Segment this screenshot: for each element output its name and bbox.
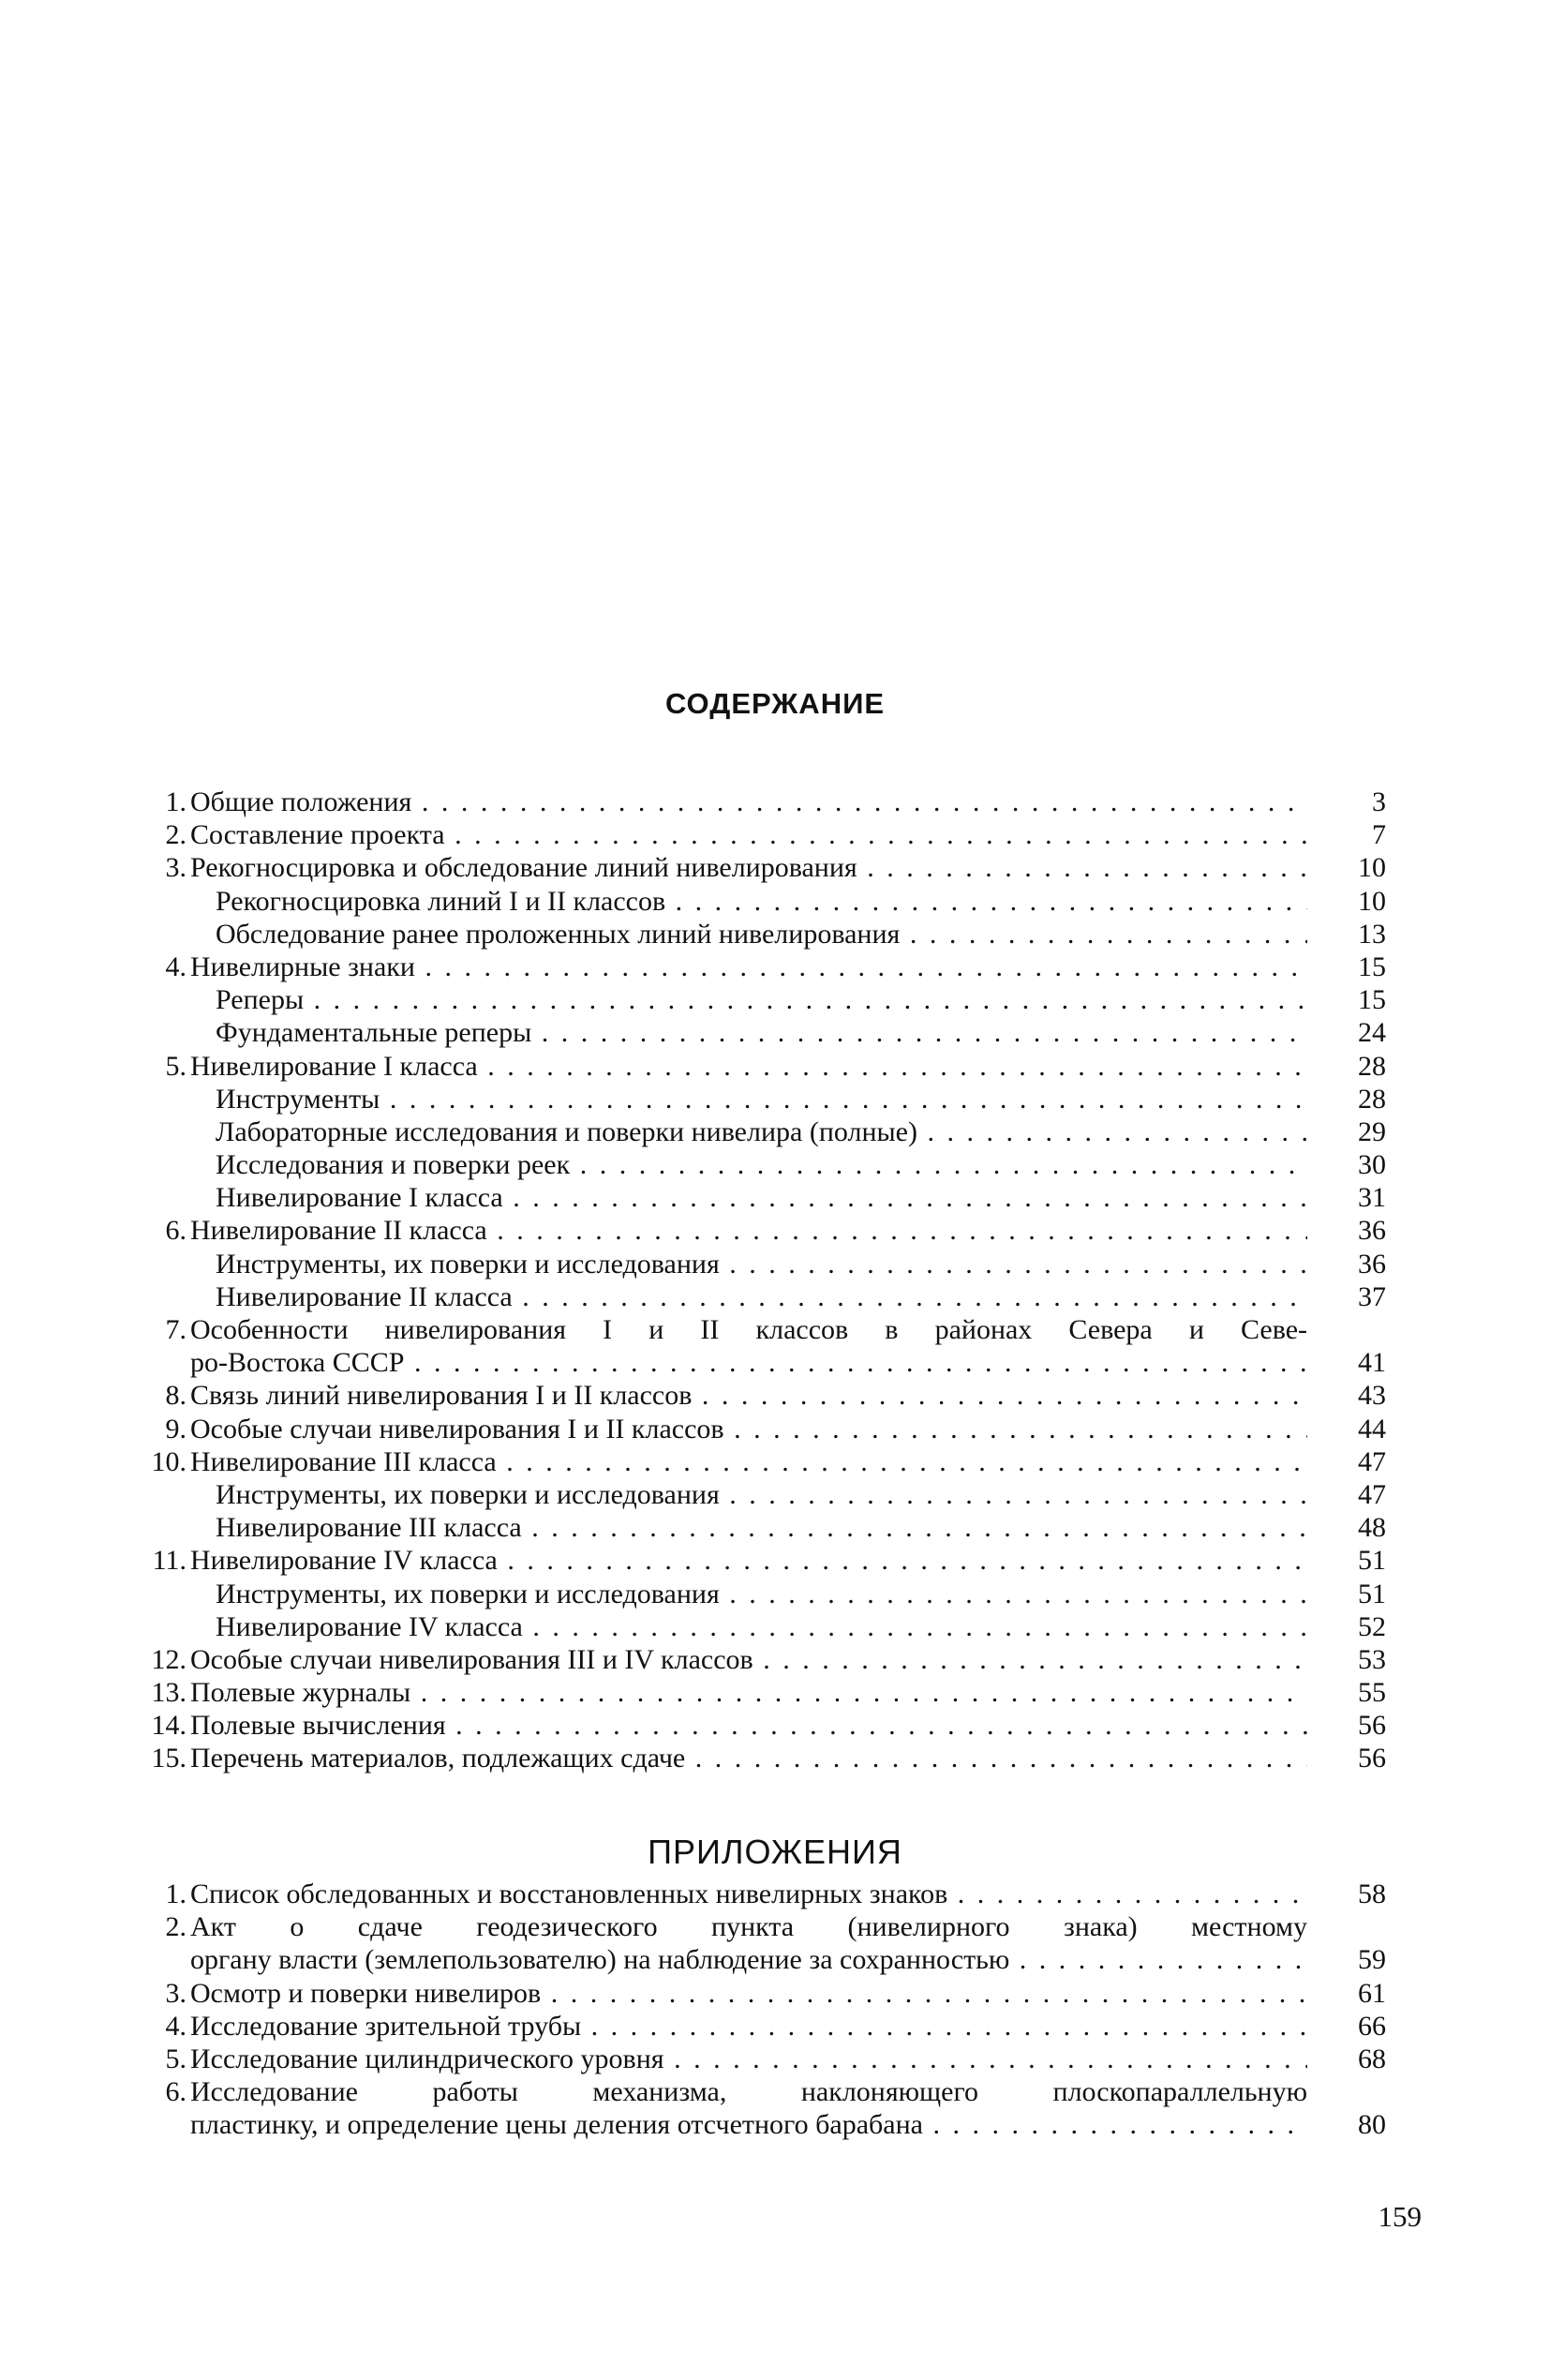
entry-title: Фундаментальные реперы . . . [216, 1016, 1307, 1049]
toc-entry [0, 1610, 1550, 1643]
entry-number: 9. [165, 1413, 186, 1444]
appendix-heading: ПРИЛОЖЕНИЯ [648, 1833, 902, 1871]
entry-title: Исследования и поверки реек . . . [216, 1148, 1307, 1181]
toc-entry [0, 1878, 1550, 1910]
toc-entry [0, 1910, 1550, 1943]
entry-number: 15. [151, 1743, 186, 1774]
toc-entry [0, 1050, 1550, 1083]
toc-entry [0, 1313, 1550, 1346]
entry-title: Особенности нивелирования I и II классов в районах Севера и Севе- [190, 1314, 1307, 1345]
entry-page: 37 [1358, 1280, 1386, 1312]
appendix-list [0, 1878, 1550, 2142]
entry-page: 56 [1358, 1710, 1386, 1742]
entry-title: Нивелирование IV класса . . . [216, 1610, 1307, 1643]
entry-title: Нивелирование III класса . . . [190, 1445, 1307, 1478]
entry-number: 7. [165, 1314, 186, 1345]
entry-page: 28 [1358, 1050, 1386, 1082]
entry-page: 68 [1358, 2043, 1386, 2074]
entry-page: 44 [1358, 1413, 1386, 1444]
entry-title: Нивелирование II класса . . . [190, 1214, 1307, 1247]
entry-title: пластинку, и определение цены деления отсчетного барабана . . . [190, 2108, 1307, 2141]
entry-page: 80 [1358, 2109, 1386, 2141]
entry-page: 48 [1358, 1512, 1386, 1544]
toc-entry [0, 1346, 1550, 1379]
entry-number: 3. [165, 852, 186, 884]
entry-number: 1. [165, 786, 186, 817]
entry-title: Связь линий нивелирования I и II классов . . . [190, 1379, 1307, 1412]
entry-number: 14. [151, 1710, 186, 1742]
entry-page: 28 [1358, 1083, 1386, 1115]
entry-page: 10 [1358, 852, 1386, 884]
page-number: 159 [1378, 2200, 1422, 2233]
toc-entry [0, 1445, 1550, 1478]
entry-title: Составление проекта . . . [190, 818, 1307, 851]
entry-number: 6. [165, 2076, 186, 2108]
entry-title: Полевые журналы . . . [190, 1676, 1307, 1709]
toc-entry [0, 1676, 1550, 1709]
entry-page: 66 [1358, 2010, 1386, 2042]
entry-number: 3. [165, 1977, 186, 2009]
entry-page: 30 [1358, 1149, 1386, 1181]
toc-entry [0, 1083, 1550, 1115]
toc-entry [0, 1379, 1550, 1412]
entry-title: Нивелирные знаки . . . [190, 951, 1307, 983]
entry-page: 36 [1358, 1215, 1386, 1247]
entry-title: Список обследованных и восстановленных нивелирных знаков . . . [190, 1878, 1307, 1910]
toc-entry [0, 2010, 1550, 2043]
toc-entry [0, 851, 1550, 884]
entry-title: Нивелирование III класса . . . [216, 1511, 1307, 1544]
entry-title: Инструменты, их поверки и исследования . . . [216, 1478, 1307, 1511]
toc-entry [0, 951, 1550, 983]
entry-page: 10 [1358, 885, 1386, 917]
toc-entry [0, 983, 1550, 1016]
entry-page: 41 [1358, 1347, 1386, 1379]
entry-title: Исследование зрительной трубы . . . [190, 2010, 1307, 2043]
entry-title: Особые случаи нивелирования I и II классов . . . [190, 1413, 1307, 1445]
entry-number: 10. [151, 1445, 186, 1477]
entry-page: 15 [1358, 984, 1386, 1016]
entry-number: 5. [165, 2043, 186, 2074]
entry-page: 51 [1358, 1578, 1386, 1609]
toc-entry [0, 2075, 1550, 2108]
entry-page: 31 [1358, 1182, 1386, 1214]
toc-entry [0, 1977, 1550, 2010]
entry-page: 59 [1358, 1944, 1386, 1976]
toc-entry [0, 1280, 1550, 1313]
entry-number: 4. [165, 2010, 186, 2042]
entry-title: Инструменты, их поверки и исследования . . . [216, 1578, 1307, 1610]
toc-entry [0, 2108, 1550, 2141]
entry-page: 53 [1358, 1643, 1386, 1675]
entry-title: Перечень материалов, подлежащих сдаче . . . [190, 1742, 1307, 1774]
entry-number: 6. [165, 1215, 186, 1247]
entry-title: Нивелирование I класса . . . [216, 1181, 1307, 1214]
toc-entry [0, 1511, 1550, 1544]
toc-entry [0, 2043, 1550, 2075]
entry-number: 1. [165, 1879, 186, 1909]
toc-entry [0, 1248, 1550, 1280]
entry-number: 13. [151, 1677, 186, 1709]
entry-page: 15 [1358, 951, 1386, 982]
entry-page: 7 [1372, 819, 1386, 851]
entry-title: Реперы . . . [216, 983, 1307, 1016]
entry-title: Инструменты, их поверки и исследования . . . [216, 1248, 1307, 1280]
entry-page: 13 [1358, 918, 1386, 950]
entry-page: 55 [1358, 1677, 1386, 1709]
entry-page: 61 [1358, 1977, 1386, 2009]
entry-title: органу власти (землепользователю) на наблюдение за сохранностью . . . [190, 1943, 1307, 1976]
entry-page: 58 [1358, 1879, 1386, 1909]
contents-heading: СОДЕРЖАНИЕ [664, 687, 886, 720]
contents-list [0, 786, 1550, 1775]
entry-title: Нивелирование II класса . . . [216, 1280, 1307, 1313]
entry-number: 2. [165, 819, 186, 851]
entry-page: 47 [1358, 1445, 1386, 1477]
entry-title: Особые случаи нивелирования III и IV классов . . . [190, 1643, 1307, 1676]
entry-number: 2. [165, 1911, 186, 1943]
toc-entry [0, 1478, 1550, 1511]
entry-page: 52 [1358, 1610, 1386, 1642]
entry-title: Исследование работы механизма, наклоняющего плоскопараллельную [190, 2076, 1307, 2108]
entry-title: Рекогносцировка и обследование линий нивелирования . . . [190, 851, 1307, 884]
toc-entry [0, 885, 1550, 918]
toc-entry [0, 1544, 1550, 1577]
toc-entry [0, 1709, 1550, 1742]
toc-entry [0, 1413, 1550, 1445]
toc-entry [0, 818, 1550, 851]
toc-entry [0, 786, 1550, 818]
toc-entry [0, 1148, 1550, 1181]
entry-title: Полевые вычисления . . . [190, 1709, 1307, 1742]
toc-entry [0, 1214, 1550, 1247]
entry-title: Лабораторные исследования и поверки нивелира (полные) . . . [216, 1115, 1307, 1148]
entry-title: Обследование ранее проложенных линий нивелирования . . . [216, 918, 1307, 951]
entry-page: 36 [1358, 1248, 1386, 1280]
entry-page: 43 [1358, 1380, 1386, 1412]
entry-number: 5. [165, 1050, 186, 1082]
toc-entry [0, 1643, 1550, 1676]
toc-entry [0, 1115, 1550, 1148]
entry-title: ро-Востока СССР . . . [190, 1346, 1307, 1379]
entry-title: Нивелирование I класса . . . [190, 1050, 1307, 1083]
toc-entry [0, 1943, 1550, 1976]
entry-number: 11. [152, 1545, 186, 1577]
toc-entry [0, 1742, 1550, 1774]
toc-entry [0, 1578, 1550, 1610]
entry-title: Исследование цилиндрического уровня . . . [190, 2043, 1307, 2075]
entry-title: Осмотр и поверки нивелиров . . . [190, 1977, 1307, 2010]
entry-title: Рекогносцировка линий I и II классов . . . [216, 885, 1307, 918]
entry-number: 4. [165, 951, 186, 982]
entry-page: 51 [1358, 1545, 1386, 1577]
entry-title: Нивелирование IV класса . . . [190, 1544, 1307, 1577]
entry-title: Акт о сдаче геодезического пункта (нивелирного знака) местному [190, 1911, 1307, 1943]
entry-title: Инструменты . . . [216, 1083, 1307, 1115]
entry-page: 47 [1358, 1478, 1386, 1510]
toc-entry [0, 918, 1550, 951]
entry-number: 8. [165, 1380, 186, 1412]
entry-number: 12. [151, 1643, 186, 1675]
entry-page: 24 [1358, 1017, 1386, 1049]
entry-page: 29 [1358, 1115, 1386, 1147]
entry-title: Общие положения . . . [190, 786, 1307, 818]
toc-entry [0, 1181, 1550, 1214]
entry-page: 3 [1372, 786, 1386, 817]
toc-entry [0, 1016, 1550, 1049]
entry-page: 56 [1358, 1743, 1386, 1774]
